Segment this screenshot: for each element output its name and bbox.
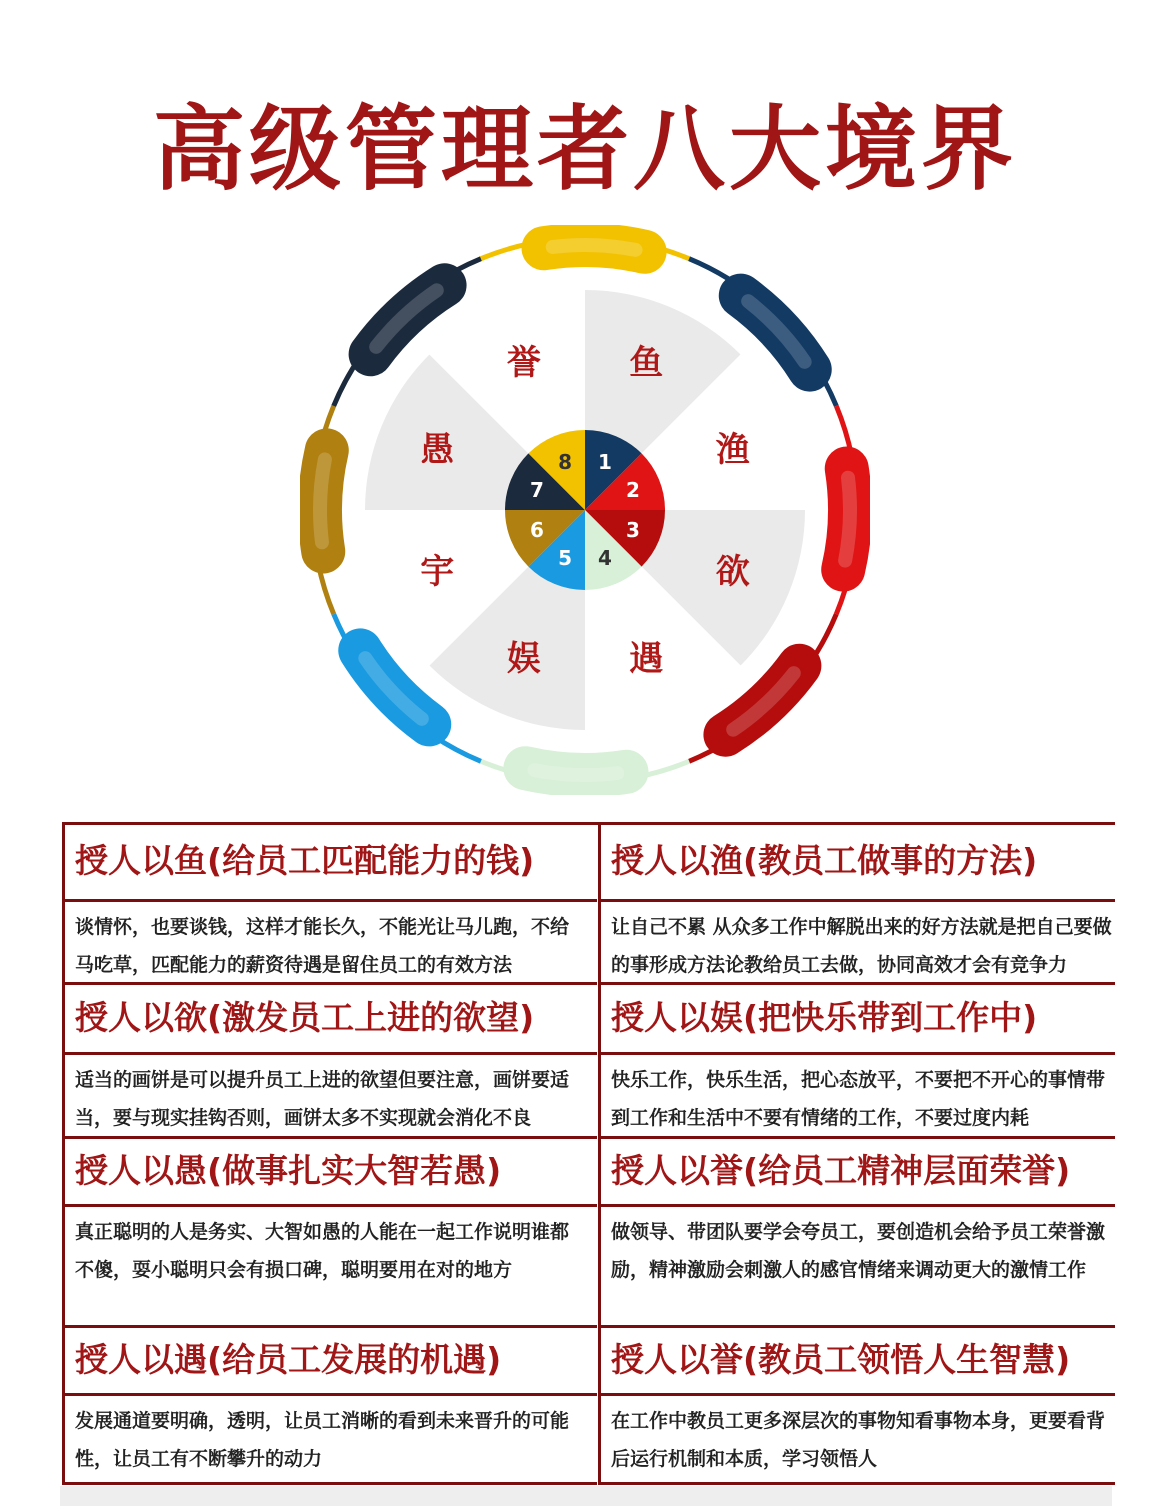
card-text-yu-fish: 谈情怀，也要谈钱，这样才能长久，不能光让马儿跑，不给马吃草，匹配能力的薪资待遇是留住员工的有效方法	[65, 902, 597, 985]
right-column	[598, 825, 1115, 1485]
card-text-yu-desire: 适当的画饼是可以提升员工上进的欲望但要注意，画饼要适当，要与现实挂钩否则，画饼太多不实现就会消化不良	[65, 1055, 597, 1139]
card-text-yu-opportunity: 发展通道要明确，透明，让员工消晰的看到未来晋升的可能性，让员工有不断攀升的动力	[65, 1396, 597, 1485]
card-text-yu-honor: 做领导、带团队要学会夸员工，要创造机会给予员工荣誉激励，精神激励会刺激人的感官情绪来调动更大的激情工作	[601, 1207, 1115, 1328]
center-number-5: 5	[558, 546, 573, 570]
eight-realms-wheel	[300, 225, 870, 795]
center-number-7: 7	[530, 478, 544, 503]
card-heading-yu-wisdom: 授人以誉(教员工领悟人生智慧)	[601, 1328, 1115, 1396]
sector-label-2: 渔	[715, 429, 750, 470]
card-heading-yu-foolish: 授人以愚(做事扎实大智若愚)	[65, 1139, 597, 1207]
page-title: 高级管理者八大境界	[152, 96, 1017, 203]
sector-label-4: 遇	[629, 638, 664, 679]
card-heading-yu-fish: 授人以鱼(给员工匹配能力的钱)	[65, 825, 597, 902]
ring-capsule-shine-3	[845, 478, 850, 561]
card-heading-yu-desire: 授人以欲(激发员工上进的欲望)	[65, 985, 597, 1055]
card-text-yu-wisdom: 在工作中教员工更多深层次的事物知看事物本身，更要看背后运行机制和本质，学习领悟人	[601, 1396, 1115, 1485]
sector-label-1: 鱼	[629, 343, 664, 384]
center-number-8: 8	[558, 450, 573, 474]
center-number-6: 6	[530, 517, 544, 542]
center-number-4: 4	[597, 546, 612, 570]
card-heading-yu-joy: 授人以娱(把快乐带到工作中)	[601, 985, 1115, 1055]
explanation-table	[62, 822, 1115, 1485]
card-heading-yu-honor: 授人以誉(给员工精神层面荣誉)	[601, 1139, 1115, 1207]
left-column	[65, 825, 597, 1485]
ring-capsule-shine-7	[320, 459, 325, 542]
sector-label-5: 娱	[506, 638, 541, 679]
card-text-yu-method: 让自己不累 从众多工作中解脱出来的好方法就是把自己要做的事形成方法论教给员工去做，协同高效才会有竞争力	[601, 902, 1115, 985]
sector-label-3: 欲	[715, 552, 750, 593]
ring-capsule-shine-1	[553, 245, 636, 250]
sector-label-7: 愚	[420, 429, 455, 470]
footer-band	[60, 1486, 1112, 1506]
center-number-2: 2	[626, 478, 640, 503]
card-text-yu-joy: 快乐工作，快乐生活，把心态放平，不要把不开心的事情带到工作和生活中不要有情绪的工作，不要过度内耗	[601, 1055, 1115, 1139]
card-heading-yu-method: 授人以渔(教员工做事的方法)	[601, 825, 1115, 902]
sector-label-8: 誉	[506, 343, 541, 384]
card-heading-yu-opportunity: 授人以遇(给员工发展的机遇)	[65, 1328, 597, 1396]
sector-label-6: 宇	[420, 552, 455, 593]
center-pie	[505, 430, 665, 590]
card-text-yu-foolish: 真正聪明的人是务实、大智如愚的人能在一起工作说明谁都不傻，耍小聪明只会有损口碑，聪明要用在对的地方	[65, 1207, 597, 1328]
center-number-1: 1	[597, 450, 612, 474]
ring-capsule-shine-5	[534, 770, 617, 775]
center-number-3: 3	[626, 517, 640, 542]
